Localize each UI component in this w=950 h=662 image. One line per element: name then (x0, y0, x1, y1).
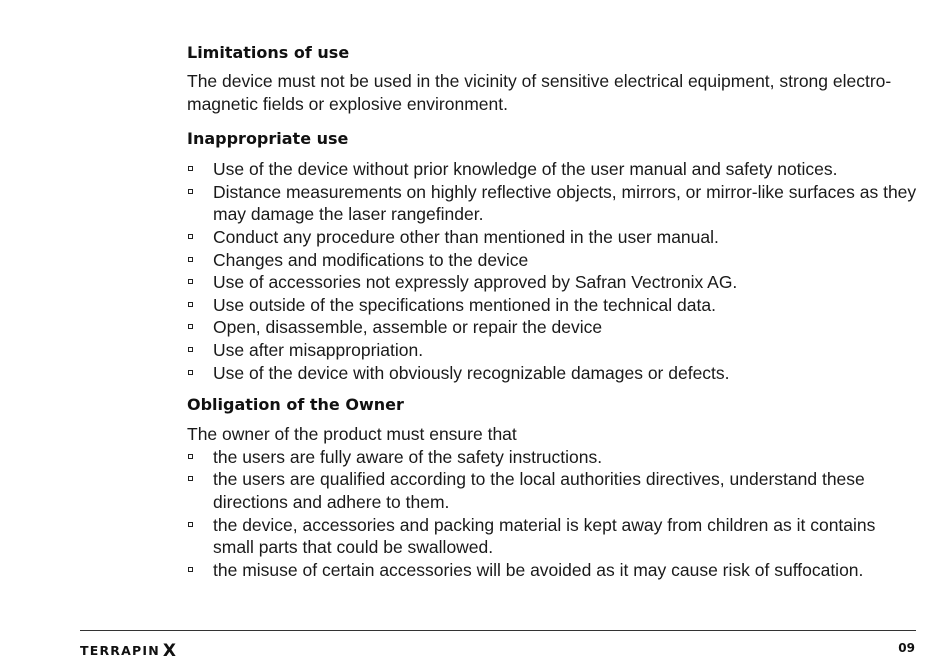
list-item: Use of the device with obviously recognizable damages or defects. (187, 362, 917, 385)
inappropriate-use-list (187, 158, 917, 384)
list-item: the device, accessories and packing material is kept away from children as it contains small parts that could be swallowed. (187, 514, 917, 559)
list-item: Use of the device without prior knowledge of the user manual and safety notices. (187, 158, 917, 181)
obligation-intro: The owner of the product must ensure that (187, 424, 517, 445)
limitations-text: The device must not be used in the vicinity of sensitive electrical equipment, strong electro-magnetic fields or explosive environment. (187, 71, 892, 114)
list-item: Use outside of the specifications mentioned in the technical data. (187, 294, 917, 317)
brand-logo (80, 640, 176, 660)
list-item: Open, disassemble, assemble or repair the device (187, 316, 917, 339)
list-item: Changes and modifications to the device (187, 249, 917, 272)
list-item: Conduct any procedure other than mentioned in the user manual. (187, 226, 917, 249)
list-item: Distance measurements on highly reflective objects, mirrors, or mirror-like surfaces as they may damage the laser rangefinder. (187, 181, 917, 226)
obligation-list (187, 446, 917, 582)
section-title-obligation: Obligation of the Owner (187, 395, 404, 415)
list-item: Use of accessories not expressly approved by Safran Vectronix AG. (187, 271, 917, 294)
list-item: the misuse of certain accessories will be avoided as it may cause risk of suffocation. (187, 559, 917, 582)
page-content (187, 42, 917, 581)
section-title-limitations: Limitations of use (187, 43, 350, 62)
footer-divider (80, 630, 916, 631)
brand-mark: X (162, 641, 176, 661)
brand-name: TERRAPIN (80, 643, 160, 658)
page-number: 09 (898, 641, 915, 655)
list-item: the users are fully aware of the safety instructions. (187, 446, 917, 469)
list-item: Use after misappropriation. (187, 339, 917, 362)
list-item: the users are qualified according to the local authorities directives, understand these directions and adhere to them. (187, 468, 917, 513)
section-title-inappropriate-use: Inappropriate use (187, 129, 349, 149)
